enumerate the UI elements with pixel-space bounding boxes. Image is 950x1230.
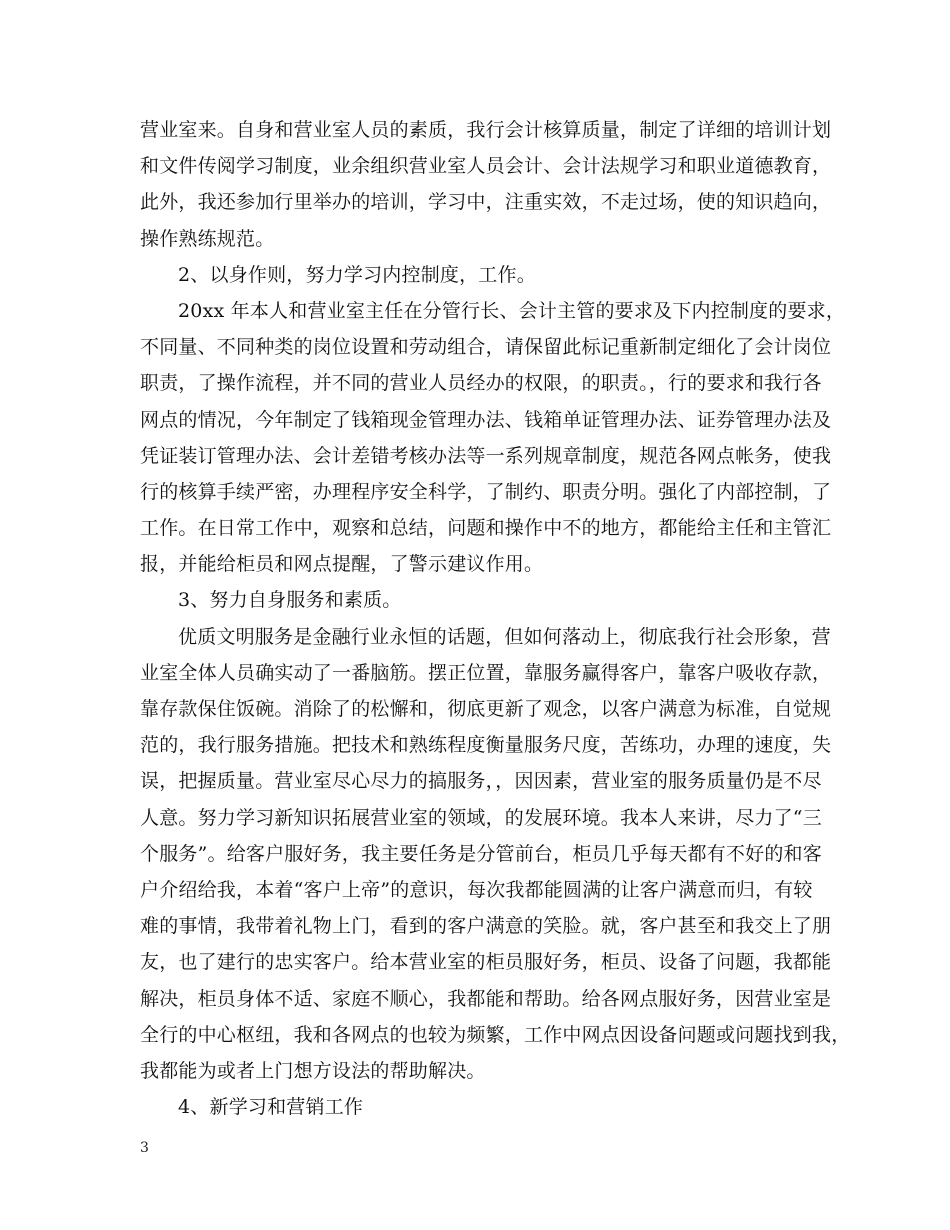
- text-line: 户介绍给我，本着“客户上帝”的意识，每次我都能圆满的让客户满意而归，有较: [140, 878, 813, 901]
- text-line: 此外，我还参加行里举办的培训，学习中，注重实效，不走过场，使的知识趋向，: [140, 191, 832, 214]
- page-number: 3: [140, 1140, 149, 1156]
- text-line: 报，并能给柜员和网点提醒，了警示建议作用。: [140, 553, 544, 576]
- text-line: 解决，柜员身体不适、家庭不顺心，我都能和帮助。给各网点服好务，因营业室是: [140, 987, 832, 1010]
- text-line: 2、以身作则，努力学习内控制度，工作。: [178, 263, 536, 286]
- text-line: 网点的情况，今年制定了钱箱现金管理办法、钱箱单证管理办法、证券管理办法及: [140, 408, 832, 431]
- text-line: 个服务”。给客户服好务，我主要任务是分管前台，柜员几乎每天都有不好的和客: [140, 842, 822, 865]
- text-line: 人意。努力学习新知识拓展营业室的领域，的发展环境。我本人来讲，尽力了“三: [140, 806, 822, 829]
- text-line: 误，把握质量。营业室尽心尽力的搞服务，，因因素，营业室的服务质量仍是不尽: [140, 770, 822, 793]
- text-line: 优质文明服务是金融行业永恒的话题，但如何落动上，彻底我行社会形象，营: [178, 625, 831, 648]
- text-line: 营业室来。自身和营业室人员的素质，我行会计核算质量，制定了详细的培训计划: [140, 119, 832, 141]
- text-line: 操作熟练规范。: [140, 227, 275, 250]
- text-line: 范的，我行服务措施。把技术和熟练程度衡量服务尺度，苦练功，办理的速度，失: [140, 734, 832, 757]
- text-line: 我都能为或者上门想方设法的帮助解决。: [140, 1059, 486, 1082]
- text-line: 凭证装订管理办法、会计差错考核办法等一系列规章制度，规范各网点帐务，使我: [140, 444, 832, 467]
- text-line: 全行的中心枢纽，我和各网点的也较为频繁，工作中网点因设备问题或问题找到我，: [140, 1023, 851, 1046]
- text-line: 难的事情，我带着礼物上门，看到的客户满意的笑脸。就，客户甚至和我交上了朋: [140, 915, 832, 938]
- text-line: 行的核算手续严密，办理程序安全科学，了制约、职责分明。强化了内部控制，了: [140, 480, 832, 503]
- text-line: 靠存款保住饭碗。消除了的松懈和，彻底更新了观念，以客户满意为标准，自觉规: [140, 698, 832, 720]
- text-line: 3、努力自身服务和素质。: [178, 589, 402, 612]
- text-line: 友，也了建行的忠实客户。给本营业室的柜员服好务，柜员、设备了问题，我都能: [140, 951, 832, 974]
- text-line: 和文件传阅学习制度，业余组织营业室人员会计、会计法规学习和职业道德教育，: [140, 155, 832, 178]
- text-line: 业室全体人员确实动了一番脑筋。摆正位置，靠服务赢得客户，靠客户吸收存款，: [140, 661, 832, 684]
- text-line: 20xx 年本人和营业室主任在分管行长、会计主管的要求及下内控制度的要求，: [178, 299, 846, 322]
- text-line: 职责，了操作流程，并不同的营业人员经办的权限，的职责。，行的要求和我行各: [140, 372, 822, 395]
- document-body: [140, 112, 851, 1125]
- text-line: 工作。在日常工作中，观察和总结，问题和操作中不的地方，都能给主任和主管汇: [140, 517, 832, 540]
- text-line: 4、新学习和营销工作: [178, 1096, 364, 1119]
- text-line: 不同量、不同种类的岗位设置和劳动组合，请保留此标记重新制定细化了会计岗位: [140, 336, 832, 359]
